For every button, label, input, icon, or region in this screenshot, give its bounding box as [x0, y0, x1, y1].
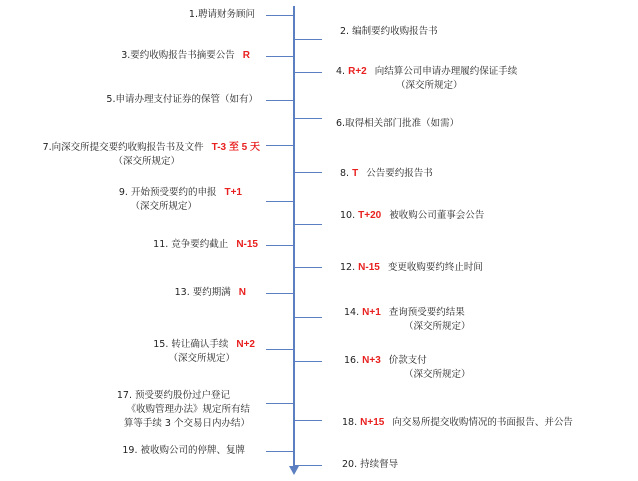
step-text: （深交所规定）: [404, 321, 471, 332]
timeline-step-right: [342, 458, 398, 472]
step-line: [43, 155, 260, 169]
step-line: [336, 79, 517, 93]
timeline-tick: [266, 100, 294, 101]
timeline-arrowhead: [289, 466, 299, 475]
step-line: [342, 416, 573, 430]
step-timing-label: T+20: [358, 210, 382, 221]
step-line: [122, 444, 245, 458]
step-timing-label: N-15: [358, 262, 380, 273]
step-line: [344, 368, 471, 382]
step-timing-label: N+15: [360, 417, 385, 428]
timeline-step-left: [121, 49, 250, 63]
timeline-tick: [294, 39, 322, 40]
timeline-step-left: [106, 93, 258, 107]
step-text: 11. 竞争要约截止: [153, 239, 229, 250]
step-text: 2. 编制要约收购报告书: [340, 26, 438, 37]
step-line: [119, 200, 242, 214]
timeline-step-left: [117, 389, 250, 431]
step-text: 5.申请办理支付证券的保管（如有）: [106, 94, 258, 105]
step-line: [121, 49, 250, 63]
step-line: [175, 286, 246, 300]
step-timing-label: N-15: [236, 239, 258, 250]
step-text: 17. 预受要约股份过户登记: [116, 390, 230, 401]
step-line: [340, 167, 433, 181]
timeline-tick: [266, 145, 294, 146]
step-text: 14.: [344, 307, 363, 318]
timeline-step-left: [175, 286, 246, 300]
timeline-axis: [293, 6, 295, 468]
timeline-tick: [266, 349, 294, 350]
step-timing-label: T: [352, 168, 359, 179]
timeline-tick: [266, 201, 294, 202]
step-line: [340, 25, 438, 39]
timeline-step-right: [340, 25, 438, 39]
step-text: （深交所规定）: [396, 80, 463, 91]
step-line: [153, 352, 255, 366]
timeline-tick: [266, 15, 294, 16]
step-text: 《收购管理办法》规定所有结: [126, 404, 250, 415]
timeline-step-right: [336, 117, 459, 131]
step-timing-label: N: [238, 287, 246, 298]
step-text: 向结算公司申请办理履约保证手续: [374, 66, 518, 77]
step-text: 4.: [336, 66, 349, 77]
timeline-step-right: [342, 416, 573, 430]
step-text: （深交所规定）: [130, 201, 197, 212]
step-text: 1.聘请财务顾问: [188, 9, 255, 20]
timeline-tick: [266, 451, 294, 452]
step-text: 18.: [342, 417, 361, 428]
step-line: [340, 209, 484, 223]
timeline-step-left: [153, 338, 255, 366]
timeline-tick: [266, 293, 294, 294]
timeline-tick: [294, 118, 322, 119]
step-text: 15. 转让确认手续: [153, 339, 229, 350]
step-line: [340, 261, 483, 275]
step-line: [117, 389, 250, 403]
step-text: 12.: [340, 262, 359, 273]
step-line: [336, 65, 517, 79]
step-timing-label: N+2: [236, 339, 255, 350]
step-line: [117, 417, 250, 431]
step-text: （深交所规定）: [168, 353, 235, 364]
step-timing-label: N+1: [362, 307, 381, 318]
step-line: [153, 338, 255, 352]
timeline-step-left: [189, 8, 255, 22]
step-text: 查询预受要约结果: [388, 307, 465, 318]
step-text: 价款支付: [388, 355, 427, 366]
timeline-step-right: [340, 167, 433, 181]
step-timing-label: R+2: [348, 66, 367, 77]
step-text: 6.取得相关部门批准（如需）: [336, 118, 460, 129]
step-line: [344, 320, 471, 334]
timeline-step-left: [122, 444, 245, 458]
step-line: [336, 117, 459, 131]
step-timing-label: R: [242, 50, 250, 61]
step-line: [342, 458, 398, 472]
timeline-tick: [294, 317, 322, 318]
timeline-step-right: [344, 306, 471, 334]
timeline-step-left: [153, 238, 258, 252]
step-line: [344, 354, 471, 368]
step-line: [117, 403, 250, 417]
timeline-tick: [294, 465, 322, 466]
timeline-step-left: [119, 186, 242, 214]
step-line: [119, 186, 242, 200]
step-text: 3.要约收购报告书摘要公告: [121, 50, 235, 61]
timeline-tick: [266, 403, 294, 404]
timeline-tick: [294, 267, 322, 268]
step-line: [153, 238, 258, 252]
step-text: 8.: [340, 168, 353, 179]
step-line: [106, 93, 258, 107]
step-text: 10.: [340, 210, 359, 221]
step-line: [344, 306, 471, 320]
timeline-tick: [294, 361, 322, 362]
step-text: （深交所规定）: [113, 156, 180, 167]
timeline-step-right: [344, 354, 471, 382]
step-text: 向交易所提交收购情况的书面报告、并公告: [392, 417, 573, 428]
step-text: 9. 开始预受要约的申报: [118, 187, 217, 198]
step-line: [189, 8, 255, 22]
step-timing-label: N+3: [362, 355, 381, 366]
step-text: 公告要约报告书: [366, 168, 433, 179]
step-text: 变更收购要约终止时间: [387, 262, 483, 273]
timeline-tick: [266, 56, 294, 57]
step-text: 算等手续 3 个交易日内办结）: [123, 418, 250, 429]
step-text: 7.向深交所提交要约收购报告书及文件: [42, 142, 204, 153]
timeline-step-right: [340, 209, 484, 223]
step-text: 16.: [344, 355, 363, 366]
timeline-step-right: [340, 261, 483, 275]
step-text: 被收购公司董事会公告: [389, 210, 485, 221]
step-line: [43, 141, 260, 155]
timeline-tick: [294, 224, 322, 225]
step-text: 19. 被收购公司的停牌、复牌: [122, 445, 245, 456]
timeline-step-left: [43, 141, 260, 169]
timeline-tick: [294, 420, 322, 421]
timeline-tick: [266, 245, 294, 246]
timeline-tick: [294, 72, 322, 73]
step-timing-label: T+1: [224, 187, 242, 198]
step-text: 20. 持续督导: [342, 459, 399, 470]
step-timing-label: T-3 至 5 天: [211, 142, 260, 153]
step-text: 13. 要约期满: [174, 287, 231, 298]
timeline-tick: [294, 172, 322, 173]
step-text: （深交所规定）: [404, 369, 471, 380]
timeline-step-right: [336, 65, 517, 93]
